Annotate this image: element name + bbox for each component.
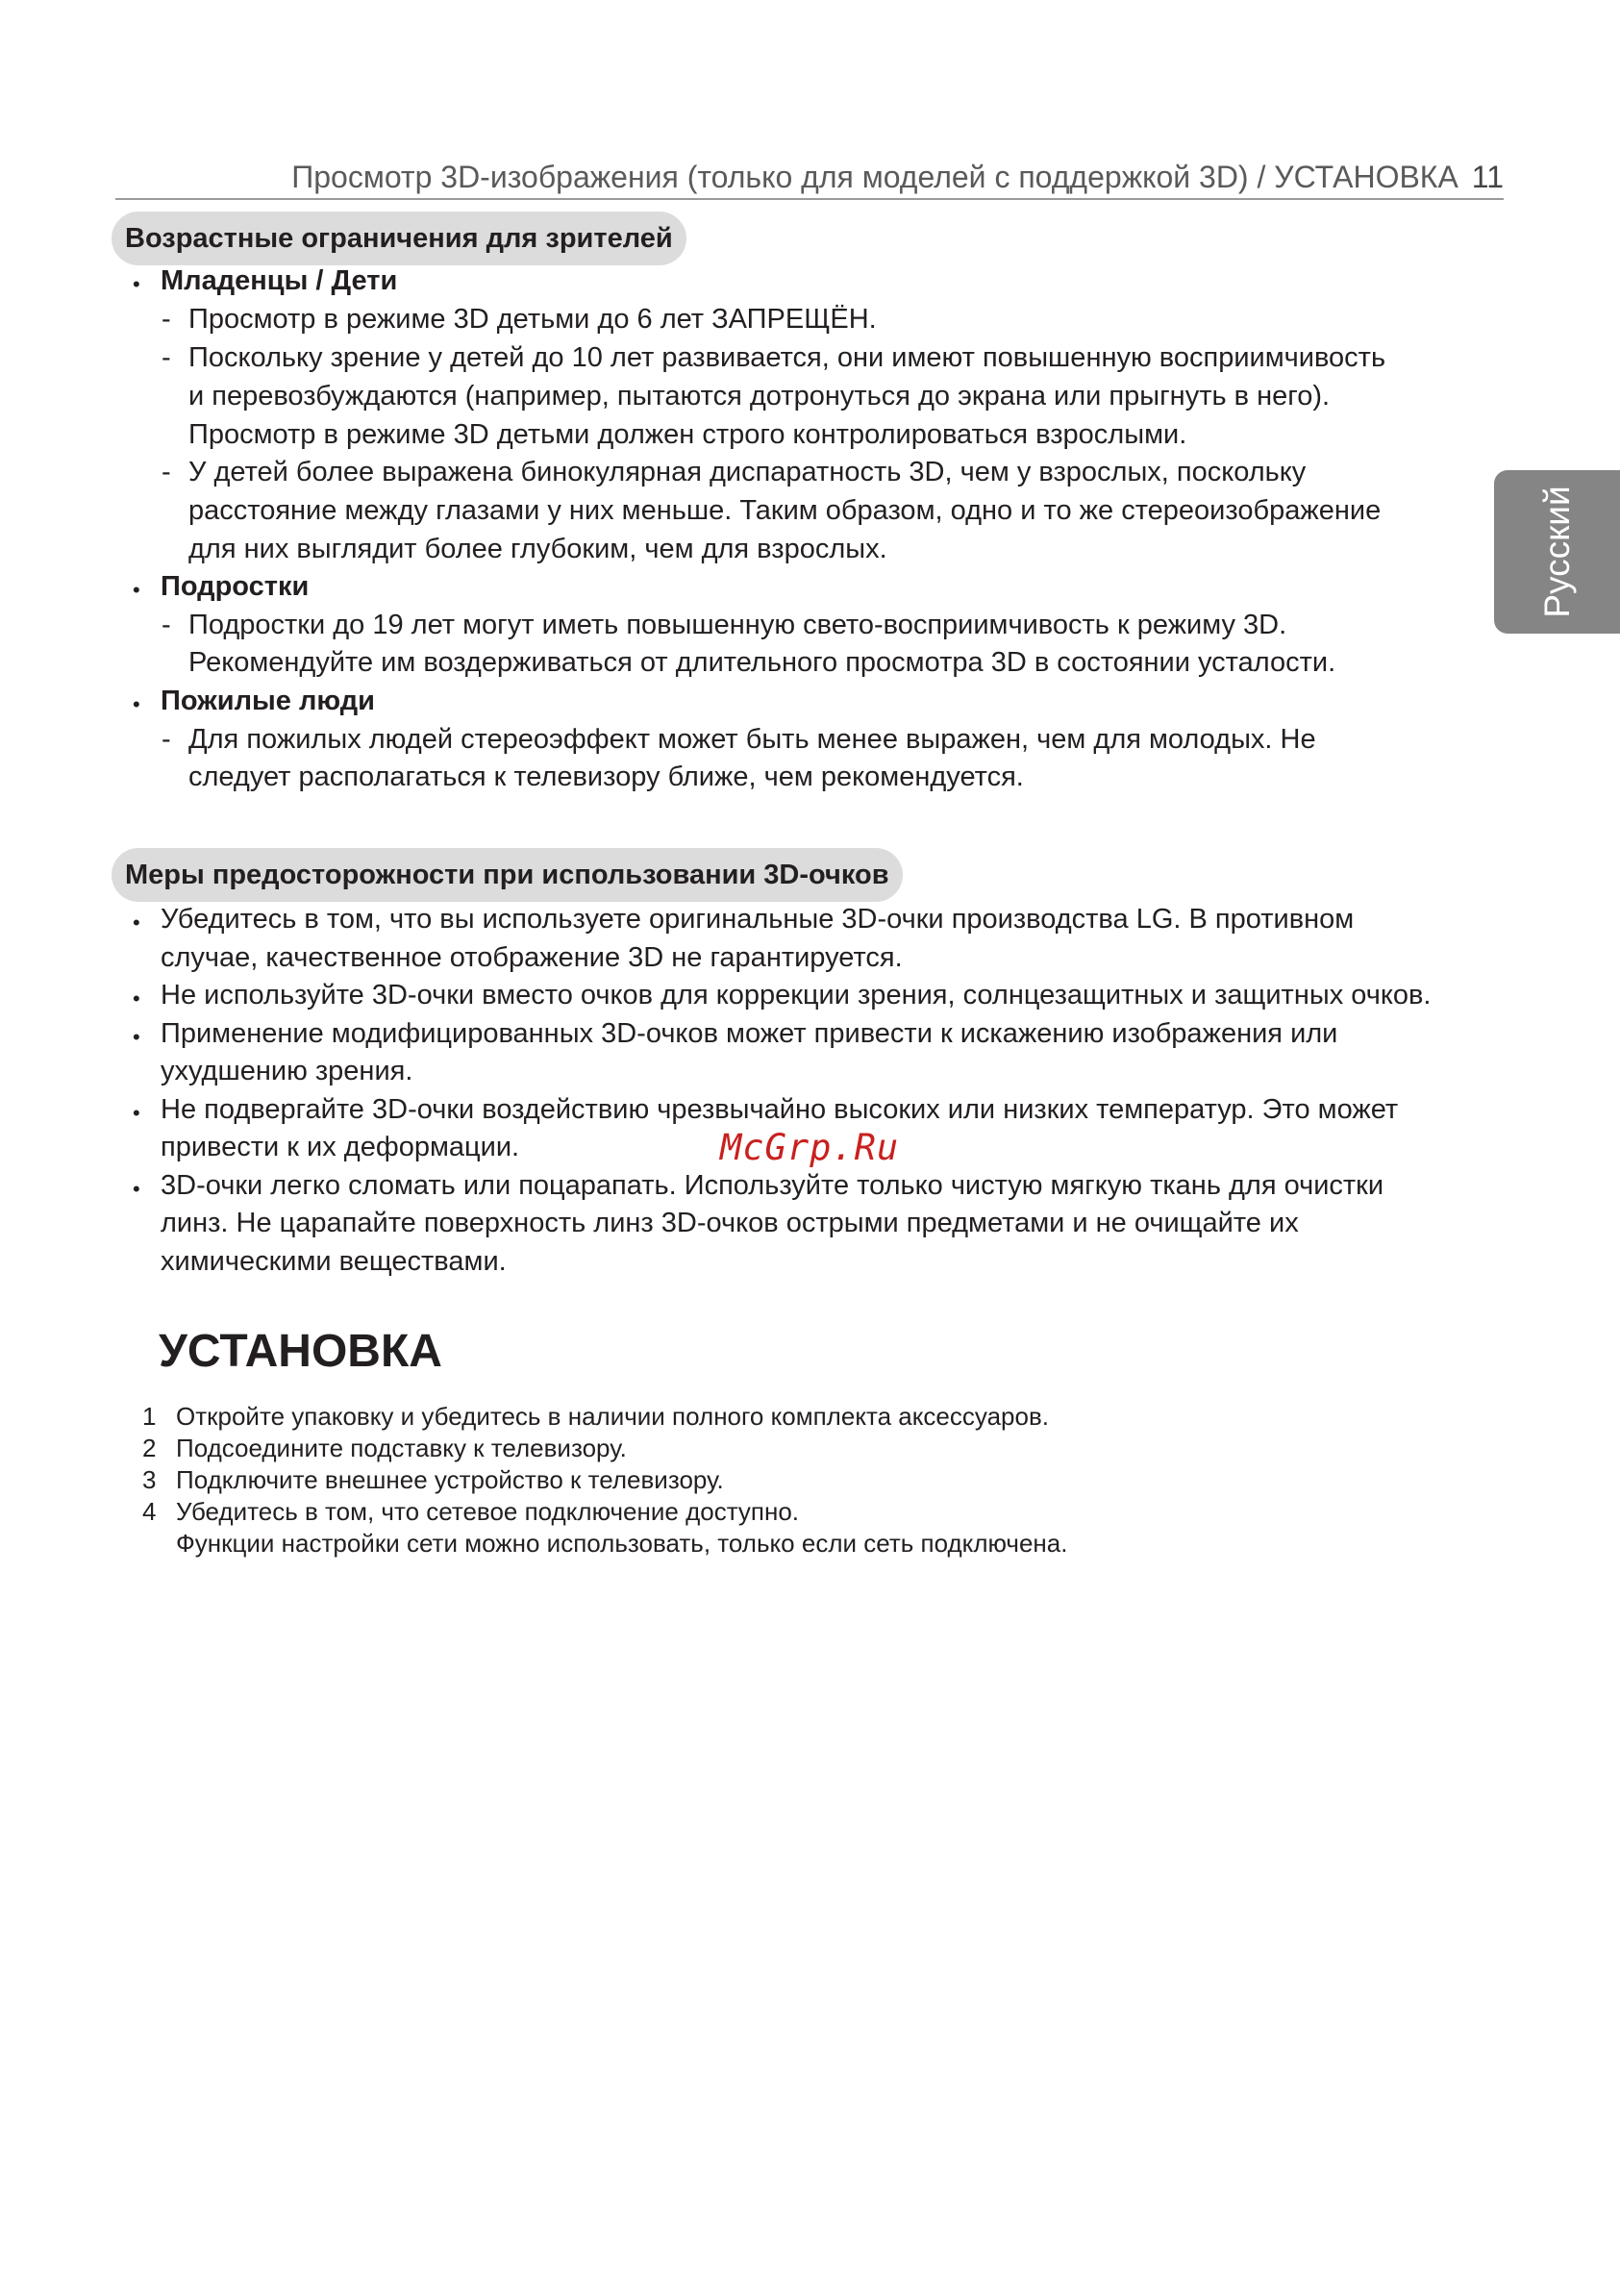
infants-item-3-line-1: У детей более выражена бинокулярная диспаратность 3D, чем у взрослых, поскольку: [188, 457, 1307, 487]
infants-item-3-line-3: для них выглядит более глубоким, чем для взрослых.: [188, 534, 887, 564]
install-heading: УСТАНОВКА: [159, 1326, 442, 1377]
bullet-icon: •: [133, 578, 140, 602]
glasses-bullet-3-line-2: ухудшению зрения.: [161, 1056, 413, 1086]
glasses-bullet-1-line-2: случае, качественное отображение 3D не гарантируется.: [161, 942, 903, 973]
header-title: Просмотр 3D-изображения (только для моделей с поддержкой 3D) / УСТАНОВКА: [291, 160, 1458, 194]
page-header: [115, 160, 1504, 200]
bullet-icon: •: [133, 1177, 140, 1201]
glasses-bullet-3-line-1: Применение модифицированных 3D-очков может привести к искажению изображения или: [161, 1018, 1338, 1049]
step-number: 4: [142, 1497, 157, 1526]
dash-icon: -: [162, 304, 171, 335]
install-step-3: Подключите внешнее устройство к телевизору.: [176, 1465, 724, 1494]
elderly-item-line-1: Для пожилых людей стереоэффект может быть менее выражен, чем для молодых. Не: [188, 724, 1316, 755]
install-step-2: Подсоедините подставку к телевизору.: [176, 1434, 627, 1462]
bullet-icon: •: [133, 986, 140, 1011]
dash-icon: -: [162, 457, 171, 487]
step-number: 3: [142, 1465, 157, 1494]
infants-item-2-line-2: и перевозбуждаются (например, пытаются дотронуться до экрана или прыгнуть в него).: [188, 381, 1331, 412]
dash-icon: -: [162, 724, 171, 755]
glasses-bullet-5-line-3: химическими веществами.: [161, 1246, 507, 1277]
dash-icon: -: [162, 342, 171, 373]
teens-item-line-1: Подростки до 19 лет могут иметь повышенную свето-восприимчивость к режиму 3D.: [188, 610, 1287, 640]
glasses-bullet-2-line-1: Не используйте 3D-очки вместо очков для коррекции зрения, солнцезащитных и защитных очков.: [161, 980, 1432, 1011]
group-infants-heading: Младенцы / Дети: [161, 265, 398, 296]
header-text: [291, 160, 1504, 195]
infants-item-2-line-1: Поскольку зрение у детей до 10 лет развивается, они имеют повышенную восприимчивость: [188, 342, 1386, 373]
infants-item-3-line-2: расстояние между глазами у них меньше. Таким образом, одно и то же стереоизображение: [188, 495, 1382, 526]
step-number: 1: [142, 1402, 157, 1431]
group-teens-heading: Подростки: [161, 571, 310, 602]
install-step-4: Убедитесь в том, что сетевое подключение доступно.: [176, 1497, 800, 1526]
step-number: 2: [142, 1434, 157, 1462]
glasses-bullet-5-line-2: линз. Не царапайте поверхность линз 3D-очков острыми предметами и не очищайте их: [161, 1208, 1299, 1238]
elderly-item-line-2: следует располагаться к телевизору ближе, чем рекомендуется.: [188, 761, 1024, 792]
install-step-1: Откройте упаковку и убедитесь в наличии полного комплекта аксессуаров.: [176, 1402, 1049, 1431]
language-tab: [1494, 470, 1620, 634]
bullet-icon: •: [133, 272, 140, 296]
bullet-icon: •: [133, 1101, 140, 1125]
watermark-text: McGrp.Ru: [720, 1127, 900, 1168]
glasses-bullet-4-line-2: привести к их деформации.: [161, 1132, 520, 1162]
glasses-bullet-1-line-1: Убедитесь в том, что вы используете оригинальные 3D-очки производства LG. В противном: [161, 904, 1355, 935]
glasses-bullet-5-line-1: 3D-очки легко сломать или поцарапать. Используйте только чистую мягкую ткань для очистки: [161, 1170, 1384, 1201]
page-number: 11: [1471, 160, 1504, 194]
install-step-4-note: Функции настройки сети можно использовать, только если сеть подключена.: [176, 1529, 1068, 1558]
teens-item-line-2: Рекомендуйте им воздерживаться от длительного просмотра 3D в состоянии усталости.: [188, 647, 1336, 678]
infants-item-2-line-3: Просмотр в режиме 3D детьми должен строго контролироваться взрослыми.: [188, 419, 1187, 450]
section-glasses-precautions-title: Меры предосторожности при использовании 3D-очков: [112, 848, 903, 902]
section-age-restrictions-title: Возрастные ограничения для зрителей: [112, 212, 686, 265]
dash-icon: -: [162, 610, 171, 640]
bullet-icon: •: [133, 911, 140, 935]
bullet-icon: •: [133, 692, 140, 716]
glasses-bullet-4-line-1: Не подвергайте 3D-очки воздействию чрезвычайно высоких или низких температур. Это может: [161, 1094, 1399, 1125]
bullet-icon: •: [133, 1025, 140, 1049]
infants-item-1: Просмотр в режиме 3D детьми до 6 лет ЗАПРЕЩЁН.: [188, 304, 877, 335]
group-elderly-heading: Пожилые люди: [161, 686, 375, 716]
language-label: Русский: [1536, 486, 1577, 618]
